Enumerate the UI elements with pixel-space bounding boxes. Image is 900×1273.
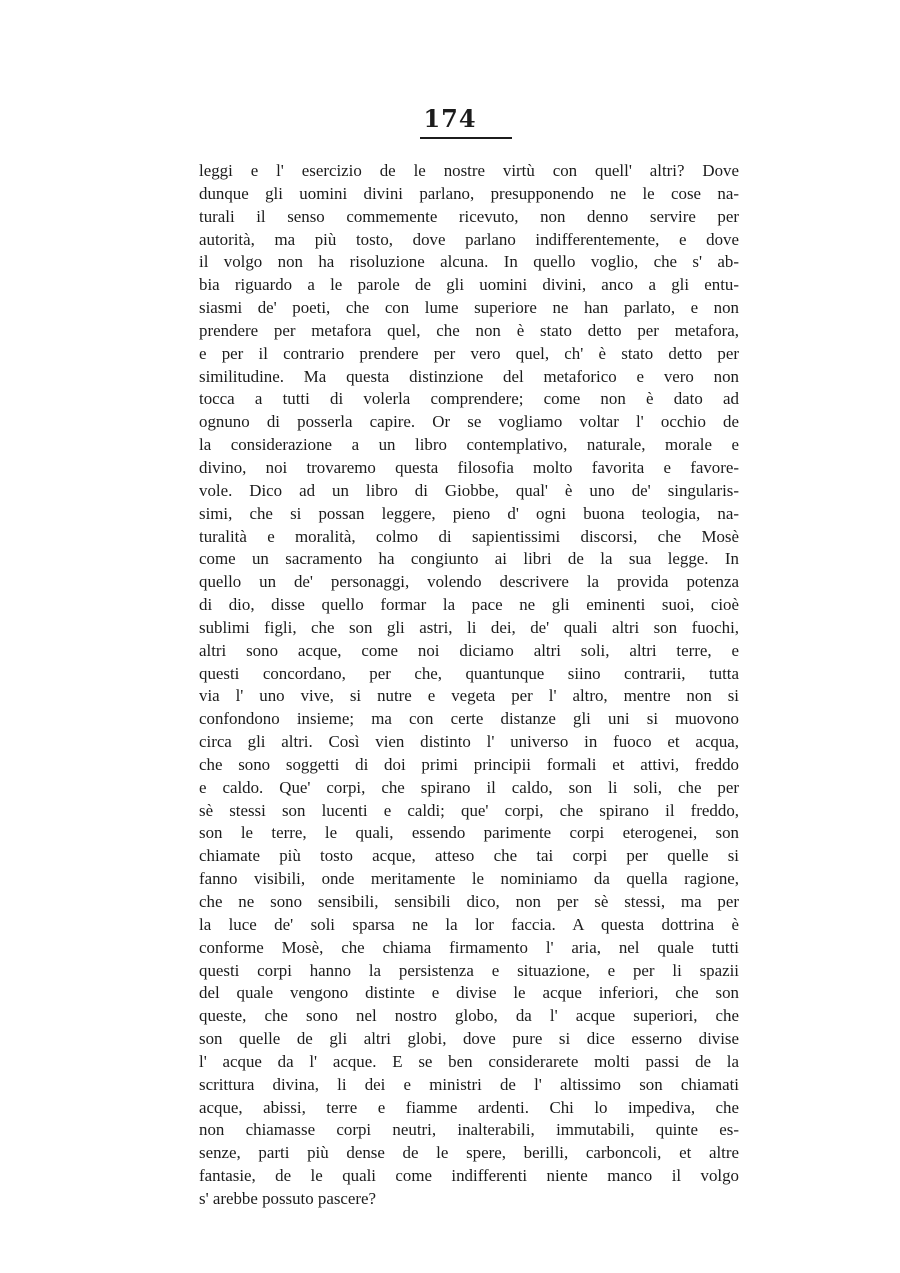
- text-line: la luce de' soli sparsa ne la lor faccia. A questa dottrina è: [199, 914, 739, 934]
- text-line: prendere per metafora quel, che non è stato detto per metafora,: [199, 320, 739, 340]
- text-line: l' acque da l' acque. E se ben considerarete molti passi de la: [199, 1051, 739, 1071]
- text-line: questi corpi hanno la persistenza e situazione, e per li spazii: [199, 960, 739, 980]
- text-line: conforme Mosè, che chiama firmamento l' aria, nel quale tutti: [199, 937, 739, 957]
- text-line: scrittura divina, li dei e ministri de l' altissimo son chiamati: [199, 1074, 739, 1094]
- text-line: sè stessi son lucenti e caldi; que' corpi, che spirano il freddo,: [199, 800, 739, 820]
- text-line: turalità e moralità, colmo di sapientissimi discorsi, che Mosè: [199, 526, 739, 546]
- text-line: quello un de' personaggi, volendo descrivere la provida potenza: [199, 572, 739, 592]
- text-line: confondono insieme; ma con certe distanze gli uni si muovono: [199, 709, 739, 729]
- text-line: tocca a tutti di volerla comprendere; come non è dato ad: [199, 389, 739, 409]
- page-number: 174: [423, 104, 477, 133]
- body-text: [199, 160, 739, 1211]
- text-line: siasmi de' poeti, che con lume superiore ne han parlato, e non: [199, 298, 739, 318]
- text-line: questi concordano, per che, quantunque siino contrarii, tutta: [199, 663, 739, 683]
- text-line: autorità, ma più tosto, dove parlano indifferentemente, e dove: [199, 229, 739, 249]
- text-line: del quale vengono distinte e divise le acque inferiori, che son: [199, 983, 739, 1003]
- text-line: vole. Dico ad un libro di Giobbe, qual' è uno de' singularis-: [199, 480, 739, 500]
- text-line: non chiamasse corpi neutri, inalterabili, immutabili, quinte es-: [199, 1120, 739, 1140]
- text-line: s' arebbe possuto pascere?: [199, 1188, 377, 1208]
- text-line: dunque gli uomini divini parlano, presupponendo ne le cose na-: [199, 183, 739, 203]
- text-line: come un sacramento ha congiunto ai libri de la sua legge. In: [199, 549, 739, 569]
- text-line: similitudine. Ma questa distinzione del metaforico e vero non: [199, 366, 739, 386]
- text-line: divino, noi trovaremo questa filosofia molto favorita e favore-: [199, 457, 739, 477]
- text-line: acque, abissi, terre e fiamme ardenti. Chi lo impediva, che: [199, 1097, 739, 1117]
- text-line: di dio, disse quello formar la pace ne gli eminenti suoi, cioè: [199, 595, 739, 615]
- text-line: altri sono acque, come noi diciamo altri soli, altri terre, e: [199, 640, 739, 660]
- text-line: senze, parti più dense de le spere, berilli, carboncoli, et altre: [199, 1143, 739, 1163]
- text-line: fanno visibili, onde meritamente le nominiamo da quella ragione,: [199, 869, 739, 889]
- text-line: turali il senso commemente ricevuto, non denno servire per: [199, 206, 739, 226]
- text-line: che ne sono sensibili, sensibili dico, non per sè stessi, ma per: [199, 892, 739, 911]
- text-line: ognuno di posserla capire. Or se vogliamo voltar l' occhio de: [199, 412, 739, 432]
- text-line: son quelle de gli altri globi, dove pure si dice esserno divise: [199, 1029, 739, 1049]
- text-line: queste, che sono nel nostro globo, da l' acque superiori, che: [199, 1006, 739, 1026]
- text-line: leggi e l' esercizio de le nostre virtù con quell' altri? Dove: [199, 161, 739, 180]
- text-line: simi, che si possan leggere, pieno d' ogni buona teologia, na-: [199, 503, 739, 523]
- text-line: via l' uno vive, si nutre e vegeta per l' altro, mentre non si: [199, 686, 739, 706]
- text-line: la considerazione a un libro contemplativo, naturale, morale e: [199, 435, 739, 455]
- text-line: chiamate più tosto acque, atteso che tai corpi per quelle si: [199, 846, 739, 866]
- text-line: bia riguardo a le parole de gli uomini divini, anco a gli entu-: [199, 275, 739, 295]
- page-number-rule: [420, 137, 512, 139]
- text-line: che sono soggetti di doi primi principii formali et attivi, freddo: [199, 754, 739, 774]
- text-line: son le terre, le quali, essendo parimente corpi eterogenei, son: [199, 823, 739, 843]
- text-line: il volgo non ha risoluzione alcuna. In quello voglio, che s' ab-: [199, 252, 739, 272]
- text-line: e per il contrario prendere per vero quel, ch' è stato detto per: [199, 343, 739, 363]
- text-line: circa gli altri. Così vien distinto l' universo in fuoco et acqua,: [199, 732, 739, 752]
- text-line: sublimi figli, che son gli astri, li dei, de' quali altri son fuochi,: [199, 617, 739, 637]
- text-line: fantasie, de le quali come indifferenti niente manco il volgo: [199, 1166, 739, 1186]
- text-line: e caldo. Que' corpi, che spirano il caldo, son li soli, che per: [199, 777, 739, 797]
